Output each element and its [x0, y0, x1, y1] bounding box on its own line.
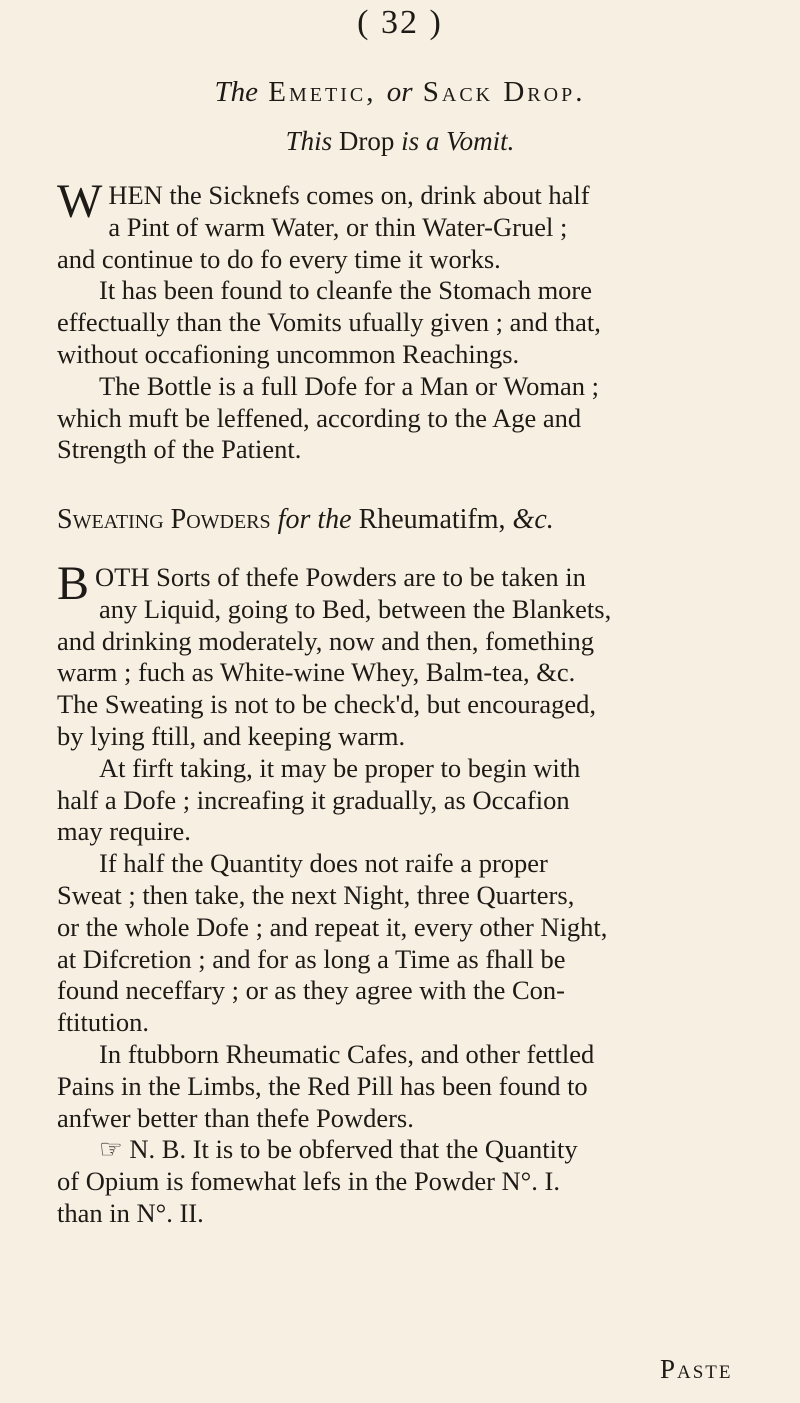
text-line: warm ; fuch as White-wine Whey, Balm-tea, &c.	[57, 657, 576, 688]
emetic-paragraphs	[57, 175, 757, 466]
subtitle-vomit: is a Vomit.	[401, 126, 515, 156]
text-line: Sweat ; then take, the next Night, three Quarters,	[57, 879, 575, 910]
heading-etc: &c.	[512, 504, 554, 535]
text-line: any Liquid, going to Bed, between the Blankets,	[99, 593, 612, 624]
text-line: which muft be leffened, according to the Age and	[57, 402, 582, 433]
section-subtitle	[0, 126, 800, 157]
catchword: Paste	[660, 1354, 733, 1384]
text-line: half a Dofe ; increafing it gradually, as Occafion	[57, 784, 570, 815]
section-title-sweating-powders	[57, 504, 777, 536]
title-the: The	[214, 76, 259, 108]
heading-rheumatism: Rheumatifm,	[358, 504, 506, 535]
subtitle-drop: Drop	[338, 126, 395, 156]
text-line: of Opium is fomewhat lefs in the Powder N°. I.	[57, 1166, 560, 1197]
title-sack-drop: Sack Drop.	[422, 76, 586, 108]
text-line: It has been found to cleanfe the Stomach more	[99, 275, 593, 306]
text-line: than in N°. II.	[57, 1197, 204, 1228]
text-line: The Bottle is a full Dofe for a Man or Woman ;	[99, 370, 600, 401]
heading-sweating-powders: Sweating Powders	[57, 504, 271, 535]
text-line: may require.	[57, 816, 191, 847]
text-line: a Pint of warm Water, or thin Water-Gruel ;	[108, 211, 568, 242]
heading-for-the: for the	[277, 504, 352, 535]
page-number: ( 32 )	[357, 4, 443, 41]
text-line: by lying ftill, and keeping warm.	[57, 720, 406, 751]
text-line: found neceffary ; or as they agree with the Con-	[57, 975, 565, 1006]
text-line: OTH Sorts of thefe Powders are to be taken in	[95, 562, 586, 592]
text-line: If half the Quantity does not raife a proper	[99, 848, 548, 879]
text-line: At firft taking, it may be proper to begin with	[99, 752, 581, 783]
title-or: or	[386, 76, 413, 108]
text-line: or the whole Dofe ; and repeat it, every other Night,	[57, 911, 608, 942]
drop-cap-w: W	[57, 175, 103, 228]
section-title-emetic	[0, 76, 800, 109]
text-line: The Sweating is not to be check'd, but encouraged,	[57, 689, 597, 720]
text-line: anfwer better than thefe Powders.	[57, 1102, 414, 1133]
text-line: and continue to do fo every time it works.	[57, 243, 501, 274]
text-line: In ftubborn Rheumatic Cafes, and other fettled	[99, 1038, 595, 1069]
text-line: HEN the Sicknefs comes on, drink about half	[108, 180, 590, 210]
text-line: Strength of the Patient.	[57, 434, 302, 465]
sweating-paragraphs	[57, 557, 757, 1230]
text-line: at Difcretion ; and for as long a Time as fhall be	[57, 943, 566, 974]
title-emetic: Emetic,	[268, 76, 377, 108]
text-line: Pains in the Limbs, the Red Pill has been found to	[57, 1070, 588, 1101]
drop-cap-b: B	[57, 557, 90, 610]
text-line: ftitution.	[57, 1007, 150, 1038]
text-line: effectually than the Vomits ufually given ; and that,	[57, 307, 601, 338]
subtitle-this: This	[285, 126, 333, 156]
text-line: ☞ N. B. It is to be obferved that the Quantity	[99, 1134, 578, 1165]
text-line: without occafioning uncommon Reachings.	[57, 338, 520, 369]
text-line: and drinking moderately, now and then, fomething	[57, 625, 594, 656]
